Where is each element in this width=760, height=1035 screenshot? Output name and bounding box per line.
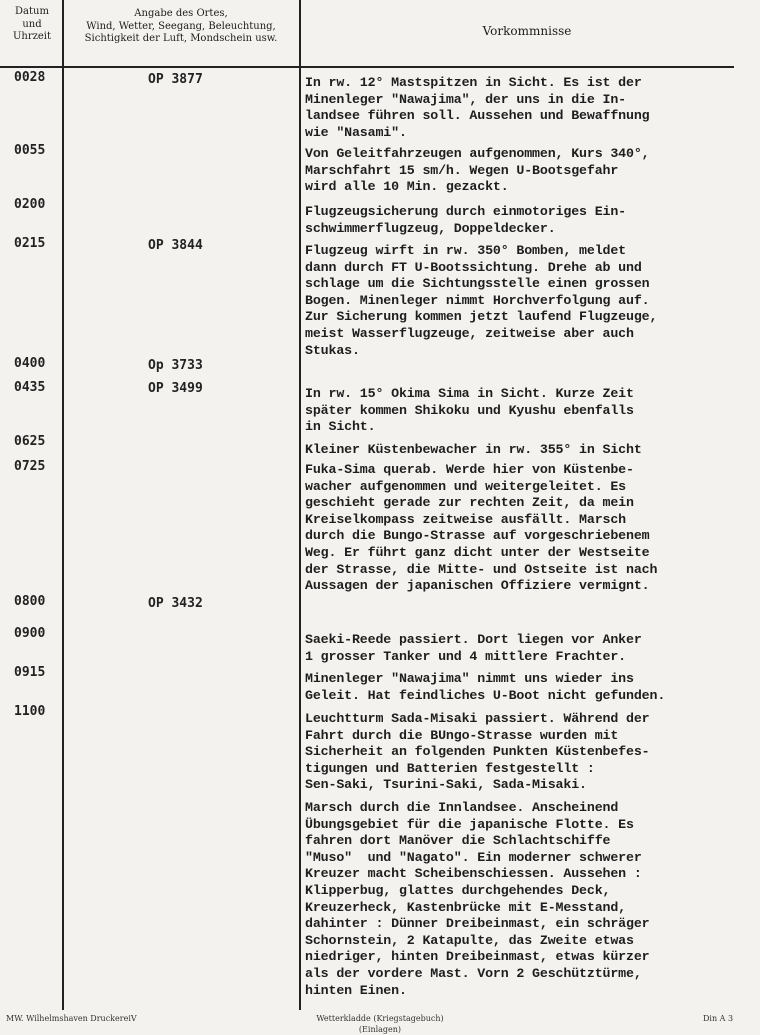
column-divider-2 bbox=[299, 0, 301, 1010]
entry-text: Fuka-Sima querab. Werde hier von Küstenbe- wacher aufgenommen und weitergeleitet. Es geschieht gerade zur rechten Zeit, da mein Kreiselkompass zeitweise ausfällt. Marsch durch die Bungo-Strasse auf vorgeschriebenem Weg. Er führt ganz dicht unter der Westseite der Strasse, die Mitte- und Ostseite ist nach Aussagen der japanischen Offiziere vermignt. bbox=[305, 462, 658, 594]
entry-time: 0900 bbox=[14, 626, 46, 641]
entry-position: Op 3733 bbox=[148, 358, 203, 373]
column-header-vorkommnisse: Vorkommnisse bbox=[482, 24, 572, 38]
entry-text: In rw. 15° Okima Sima in Sicht. Kurze Zeit später kommen Shikoku und Kyushu ebenfalls in Sicht. bbox=[305, 386, 634, 435]
entry-position: OP 3499 bbox=[148, 381, 203, 396]
entry-text: Flugzeugsicherung durch einmotoriges Ein- schwimmerflugzeug, Doppeldecker. bbox=[305, 204, 627, 236]
entry-time: 0800 bbox=[14, 594, 46, 609]
paper-format: Din A 3 bbox=[703, 1014, 734, 1023]
entry-time: 0215 bbox=[14, 236, 46, 251]
entry-time: 1100 bbox=[14, 704, 46, 719]
entry-text: Minenleger "Nawajima" nimmt uns wieder ins Geleit. Hat feindliches U-Boot nicht gefunden. bbox=[305, 671, 666, 703]
entry-text: Saeki-Reede passiert. Dort liegen vor Anker 1 grosser Tanker und 4 mittlere Frachter. bbox=[305, 632, 642, 664]
printer-imprint: MW. Wilhelmshaven DruckereiV bbox=[6, 1014, 137, 1023]
entry-time: 0625 bbox=[14, 434, 46, 449]
entry-position: OP 3844 bbox=[148, 238, 203, 253]
column-divider-1 bbox=[62, 0, 64, 1010]
form-title: Wetterkladde (Kriegstagebuch) bbox=[316, 1014, 444, 1023]
entry-text: Flugzeug wirft in rw. 350° Bomben, meldet dann durch FT U-Bootssichtung. Drehe ab und schlage um die Sichtungsstelle einen grossen Bogen. Minenleger nimmt Horchverfolgung auf. Zur Sicherung kommen jetzt laufend Flugzeuge, meist Wasserflugzeuge, zeitweise aber auch Stukas. bbox=[305, 243, 658, 358]
entry-time: 0915 bbox=[14, 665, 46, 680]
entry-time: 0055 bbox=[14, 143, 46, 158]
entry-text: Leuchtturm Sada-Misaki passiert. Während der Fahrt durch die BUngo-Strasse wurden mit Sicherheit an folgenden Punkten Küstenbefes- tigungen und Batterien festgestellt : Sen-Saki, Tsurini-Saki, Sada-Misaki. bbox=[305, 711, 650, 793]
form-subtitle: (Einlagen) bbox=[358, 1025, 402, 1034]
entry-time: 0435 bbox=[14, 380, 46, 395]
entry-text: Kleiner Küstenbewacher in rw. 355° in Sicht bbox=[305, 442, 642, 457]
entry-text: Von Geleitfahrzeugen aufgenommen, Kurs 340°, Marschfahrt 15 sm/h. Wegen U-Bootsgefahr wird alle 10 Min. gezackt. bbox=[305, 146, 650, 195]
entry-text: In rw. 12° Mastspitzen in Sicht. Es ist der Minenleger "Nawajima", der uns in die In- landsee führen soll. Aussehen und Bewaffnung wie "Nasami". bbox=[305, 75, 650, 140]
header-rule bbox=[0, 66, 734, 68]
entry-time: 0400 bbox=[14, 356, 46, 371]
entry-position: OP 3877 bbox=[148, 72, 203, 87]
entry-time: 0725 bbox=[14, 459, 46, 474]
entry-time: 0200 bbox=[14, 197, 46, 212]
entry-position: OP 3432 bbox=[148, 596, 203, 611]
column-header-datum: Datum und Uhrzeit bbox=[12, 6, 52, 42]
column-header-ort: Angabe des Ortes, Wind, Wetter, Seegang, Beleuchtung, Sichtigkeit der Luft, Mondschein usw. bbox=[84, 8, 278, 44]
entry-time: 0028 bbox=[14, 70, 46, 85]
entry-text: Marsch durch die Innlandsee. Anscheinend Übungsgebiet für die japanische Flotte. Es fahren dort Manöver die Schlachtschiffe "Muso" und "Nagato". Ein moderner schwerer Kreuzer macht Scheibenschiessen. Aussehen : Klipperbug, glattes durchgehendes Deck, Kreuzerheck, Kastenbrücke mit E-Messtand, dahinter : Dünner Dreibeinmast, ein schräger Schornstein, 2 Katapulte, das Zweite etwas niedriger, hinten Dreibeinmast, etwas kürzer als der vordere Mast. Vorn 2 Geschütztürme, hinten Einen. bbox=[305, 800, 650, 998]
